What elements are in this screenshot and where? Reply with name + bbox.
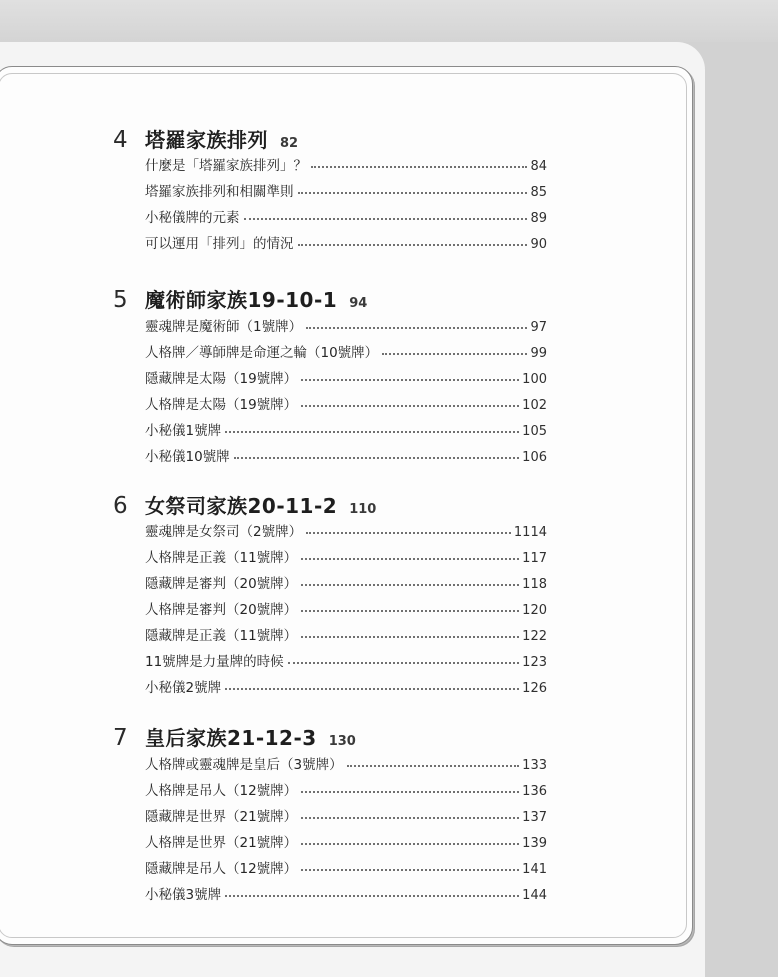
entry-title: 小秘儀1號牌: [145, 423, 222, 439]
toc-entry: [145, 152, 547, 174]
chapter-number: 6: [113, 493, 128, 519]
dot-leader: [306, 326, 527, 329]
entry-page: 120: [522, 603, 547, 618]
entry-title: 人格牌是正義（11號牌）: [145, 550, 298, 566]
entry-title: 隱藏牌是太陽（19號牌）: [145, 371, 298, 387]
dot-leader: [306, 531, 511, 534]
entry-page: 139: [522, 836, 547, 851]
toc-entry: [145, 230, 547, 252]
entry-title: 靈魂牌是女祭司（2號牌）: [145, 524, 303, 540]
chapter-number: 4: [113, 127, 128, 153]
dot-leader: [298, 243, 528, 246]
entry-title: 塔羅家族排列和相關準則: [145, 184, 294, 200]
toc-entry: [145, 829, 547, 851]
toc-entry: [145, 855, 547, 877]
dot-leader: [382, 352, 527, 355]
entry-title: 隱藏牌是正義（11號牌）: [145, 628, 298, 644]
dot-leader: [225, 430, 519, 433]
entry-page: 144: [522, 888, 547, 903]
toc-entry: [145, 570, 547, 592]
entry-title: 隱藏牌是審判（20號牌）: [145, 576, 298, 592]
entry-title: 人格牌是世界（21號牌）: [145, 835, 298, 851]
toc-entry: [145, 777, 547, 799]
entry-page: 122: [522, 629, 547, 644]
dot-leader: [225, 894, 519, 897]
entry-page: 99: [530, 346, 547, 361]
entry-page: 89: [530, 211, 547, 226]
entry-title: 什麼是「塔羅家族排列」？: [145, 158, 307, 174]
toc-entry: [145, 518, 547, 540]
chapter-page: 110: [349, 502, 377, 517]
chapter-heading: [113, 284, 367, 314]
toc-entry: [145, 674, 547, 696]
entry-title: 隱藏牌是吊人（12號牌）: [145, 861, 298, 877]
entry-title: 11號牌是力量牌的時候: [145, 654, 284, 670]
entry-page: 1114: [513, 525, 547, 540]
chapter-heading: [113, 124, 298, 154]
chapter-title: 塔羅家族排列: [145, 128, 268, 152]
entry-page: 141: [522, 862, 547, 877]
entry-page: 133: [522, 758, 547, 773]
entry-title: 小秘儀2號牌: [145, 680, 222, 696]
chapter-title: 魔術師家族19-10-1: [145, 288, 338, 312]
toc-entry: [145, 417, 547, 439]
toc-entry: [145, 544, 547, 566]
entry-title: 小秘儀10號牌: [145, 449, 230, 465]
entry-page: 102: [522, 398, 547, 413]
entry-title: 靈魂牌是魔術師（1號牌）: [145, 319, 303, 335]
toc-entry: [145, 178, 547, 200]
toc-entry: [145, 881, 547, 903]
entry-page: 85: [530, 185, 547, 200]
dot-leader: [244, 217, 528, 220]
dot-leader: [301, 404, 519, 407]
toc-entry: [145, 313, 547, 335]
entry-page: 118: [522, 577, 547, 592]
dot-leader: [301, 790, 519, 793]
entry-page: 117: [522, 551, 547, 566]
dot-leader: [311, 165, 527, 168]
chapter-number: 7: [113, 725, 128, 751]
entry-title: 人格牌是太陽（19號牌）: [145, 397, 298, 413]
dot-leader: [347, 764, 520, 767]
chapter-heading: [113, 490, 376, 520]
entry-title: 人格牌是吊人（12號牌）: [145, 783, 298, 799]
toc-entry: [145, 204, 547, 226]
dot-leader: [234, 456, 519, 459]
entry-page: 106: [522, 450, 547, 465]
dot-leader: [301, 583, 519, 586]
entry-page: 84: [530, 159, 547, 174]
chapter-number: 5: [113, 287, 128, 313]
toc-entry: [145, 803, 547, 825]
toc-entry: [145, 751, 547, 773]
dot-leader: [225, 687, 519, 690]
dot-leader: [301, 557, 519, 560]
toc-entry: [145, 622, 547, 644]
dot-leader: [298, 191, 528, 194]
toc-entry: [145, 596, 547, 618]
toc-entry: [145, 648, 547, 670]
entry-title: 人格牌或靈魂牌是皇后（3號牌）: [145, 757, 343, 773]
entry-title: 隱藏牌是世界（21號牌）: [145, 809, 298, 825]
toc-entry: [145, 443, 547, 465]
dot-leader: [301, 868, 519, 871]
entry-title: 人格牌是審判（20號牌）: [145, 602, 298, 618]
entry-page: 100: [522, 372, 547, 387]
chapter-title: 皇后家族21-12-3: [145, 726, 317, 750]
entry-page: 90: [530, 237, 547, 252]
chapter-title: 女祭司家族20-11-2: [145, 494, 338, 518]
chapter-heading: [113, 722, 356, 752]
chapter-page: 130: [328, 734, 356, 749]
dot-leader: [288, 661, 519, 664]
entry-title: 人格牌／導師牌是命運之輪（10號牌）: [145, 345, 379, 361]
entry-page: 105: [522, 424, 547, 439]
entry-page: 137: [522, 810, 547, 825]
entry-title: 小秘儀3號牌: [145, 887, 222, 903]
entry-page: 126: [522, 681, 547, 696]
entry-page: 136: [522, 784, 547, 799]
dot-leader: [301, 842, 519, 845]
dot-leader: [301, 635, 519, 638]
entry-title: 可以運用「排列」的情況: [145, 236, 294, 252]
entry-page: 97: [530, 320, 547, 335]
dot-leader: [301, 609, 519, 612]
toc-entry: [145, 391, 547, 413]
toc-entry: [145, 339, 547, 361]
entry-title: 小秘儀牌的元素: [145, 210, 240, 226]
dot-leader: [301, 816, 519, 819]
dot-leader: [301, 378, 519, 381]
entry-page: 123: [522, 655, 547, 670]
chapter-page: 94: [349, 296, 368, 311]
toc-entry: [145, 365, 547, 387]
chapter-page: 82: [280, 136, 299, 151]
